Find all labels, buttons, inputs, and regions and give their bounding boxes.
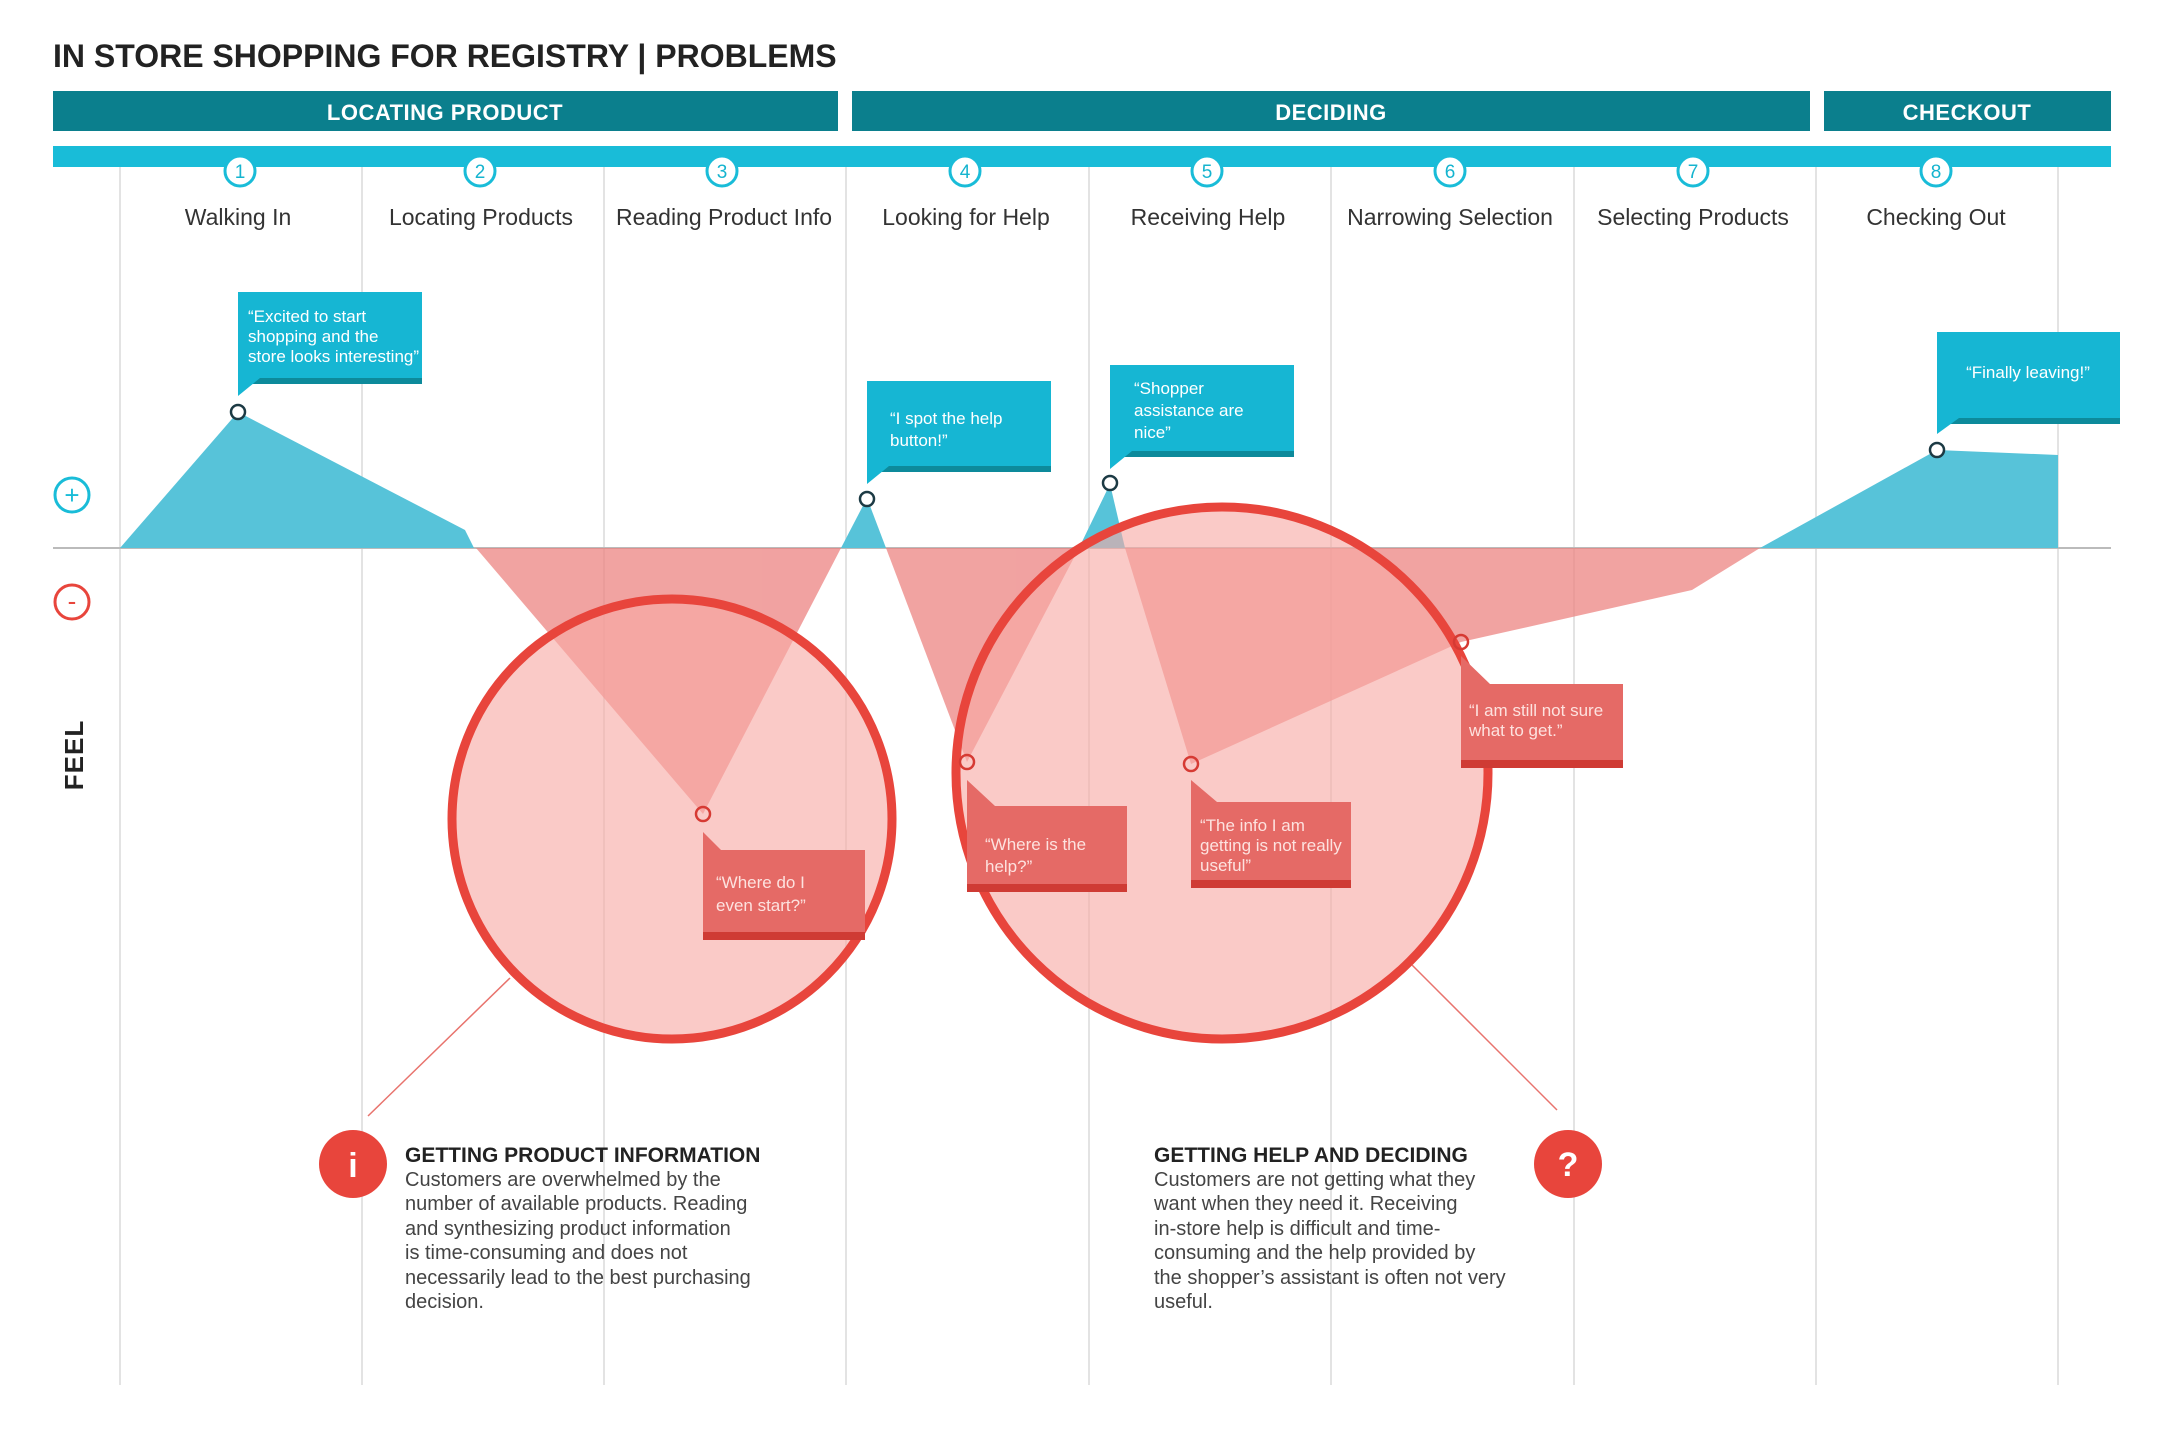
info-icon-glyph: i (348, 1147, 358, 1185)
problem-title-help-deciding: GETTING HELP AND DECIDING (1154, 1144, 1468, 1167)
quote-bubble-shadow (1191, 880, 1351, 888)
quote-text-line: “Where do I (716, 873, 805, 892)
step-7 (1597, 156, 1789, 230)
quote-text-line: “Finally leaving!” (1966, 363, 2090, 382)
step-label-looking-for-help: Looking for Help (882, 204, 1050, 230)
emotion-point-excited (231, 405, 245, 419)
step-8 (1866, 156, 2006, 230)
step-number: 5 (1201, 162, 1213, 183)
step-number: 1 (234, 162, 246, 183)
problem-text-line: consuming and the help provided by (1154, 1242, 1476, 1264)
step-number: 3 (716, 162, 728, 183)
quote-bubble-tail (1937, 418, 1959, 434)
quote-text-line: “Excited to start (248, 307, 367, 326)
emotion-point-assistance (1103, 476, 1117, 490)
connector-line-help-deciding (1412, 965, 1557, 1110)
quote-text-line: “Where is the (985, 835, 1087, 854)
minus-icon-label: - (67, 586, 77, 616)
question-icon-glyph: ? (1557, 1146, 1579, 1184)
step-number: 4 (959, 162, 971, 183)
problem-text-line: want when they need it. Receiving (1154, 1193, 1458, 1215)
step-label-walking-in: Walking In (184, 204, 292, 230)
step-4 (882, 156, 1050, 230)
connector-line-product-info (368, 978, 510, 1116)
problem-text-line: is time-consuming and does not (405, 1242, 688, 1264)
quote-bubble-tail (1110, 451, 1132, 469)
step-number: 6 (1444, 162, 1456, 183)
quote-bubble-leaving (1937, 332, 2120, 434)
problem-text-line: Customers are not getting what they (1154, 1169, 1476, 1191)
step-label-narrowing-selection: Narrowing Selection (1347, 204, 1553, 230)
step-number: 8 (1930, 162, 1942, 183)
feel-axis-label: FEEL (59, 719, 89, 791)
problem-text-line: Customers are overwhelmed by the (405, 1169, 721, 1191)
step-bar (53, 146, 2111, 167)
quote-text-line: what to get.” (1469, 721, 1563, 740)
step-label-locating-products: Locating Products (388, 204, 574, 230)
quote-bubble-shadow (1461, 760, 1623, 768)
quote-text-line: store looks interesting” (248, 347, 420, 366)
quote-bubble-not-sure (1461, 656, 1623, 768)
plus-icon (55, 478, 89, 512)
quote-text-line: useful” (1200, 856, 1252, 875)
problem-text-line: the shopper’s assistant is often not very (1154, 1267, 1506, 1289)
emotion-point-help-button (860, 492, 874, 506)
step-label-reading-product-info: Reading Product Info (615, 204, 833, 230)
phase-label-deciding: DECIDING (1275, 100, 1387, 125)
quote-text-line: button!” (890, 431, 948, 450)
problem-callout-help-deciding (1153, 1130, 1602, 1313)
step-number: 7 (1687, 162, 1699, 183)
problem-circle-help-deciding (956, 507, 1488, 1039)
step-label-checking-out: Checking Out (1866, 204, 2006, 230)
step-markers (185, 156, 2007, 230)
quote-text-line: “The info I am (1200, 816, 1305, 835)
problem-text-line: and synthesizing product information (405, 1218, 731, 1240)
plus-icon-label: + (64, 480, 80, 510)
problem-text-line: in-store help is difficult and time- (1154, 1218, 1441, 1240)
quote-bubble-shadow (967, 884, 1127, 892)
step-2 (389, 156, 573, 230)
quote-text-line: getting is not really (1200, 836, 1342, 855)
quote-bubble-assistance (1110, 365, 1294, 469)
phase-label-locating-product: LOCATING PRODUCT (326, 100, 564, 125)
emotion-point-leaving (1930, 443, 1944, 457)
quote-text-line: even start?” (716, 896, 806, 915)
problem-text-line: decision. (405, 1291, 484, 1313)
quote-bubble-help-button (867, 381, 1051, 484)
quote-text-line: help?” (985, 857, 1033, 876)
minus-icon (55, 585, 89, 619)
quote-text-line: “I spot the help (890, 409, 1003, 428)
problem-title-product-info: GETTING PRODUCT INFORMATION (405, 1144, 761, 1167)
quote-text-line: nice” (1134, 423, 1171, 442)
problem-text-line: number of available products. Reading (405, 1193, 748, 1215)
quote-text-line: “I am still not sure (1469, 701, 1604, 720)
step-6 (1347, 156, 1553, 230)
phase-bars (53, 91, 2111, 131)
positive-area-checkout (1760, 450, 2058, 548)
step-1 (185, 156, 292, 230)
quote-bubble-excited (238, 292, 422, 396)
step-3 (616, 156, 832, 230)
step-5 (1131, 156, 1286, 230)
positive-area-walking-in (120, 412, 474, 548)
problem-text-line: necessarily lead to the best purchasing (405, 1267, 751, 1289)
phase-label-checkout: CHECKOUT (1902, 100, 2032, 125)
problem-text-line: useful. (1154, 1291, 1213, 1313)
step-label-receiving-help: Receiving Help (1130, 204, 1286, 230)
quote-text-line: assistance are (1134, 401, 1244, 420)
step-number: 2 (474, 162, 486, 183)
step-label-selecting-products: Selecting Products (1597, 204, 1789, 230)
quote-text-line: shopping and the (248, 327, 379, 346)
page-title: IN STORE SHOPPING FOR REGISTRY | PROBLEMS (53, 38, 837, 74)
problem-callout-product-info (319, 1130, 760, 1313)
problem-circle-product-info (452, 599, 892, 1039)
quote-text-line: “Shopper (1134, 379, 1204, 398)
quote-bubble-shadow (703, 932, 865, 940)
